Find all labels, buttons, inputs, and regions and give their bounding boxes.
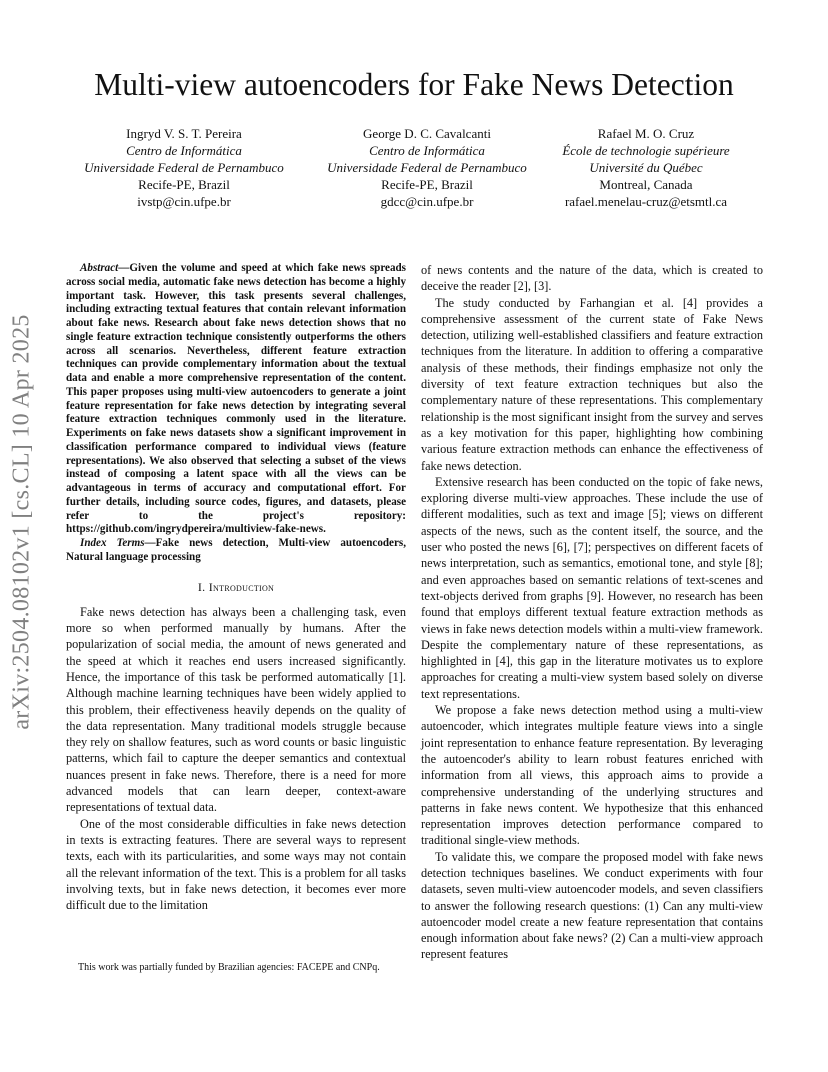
paragraph: Fake news detection has always been a challenging task, even more so when performed manually by humans. After the popularization of social media, the amount of news generated and the speed at which it reaches end users increased significantly. Hence, the importance of this task be performed automatically [1]. Although machine learning techniques have been widely applied to this problem, their effectiveness heavily depends on the quality of the data representation. Many traditional models struggle because they rely on shallow features, such as word counts or basic linguistic patterns, which fail to capture the deeper semantics and contextual nuances present in fake news. Therefore, there is a need for more advanced models that can learn deeper, context-aware representations of textual data.	[66, 604, 406, 815]
author-location: Recife-PE, Brazil	[138, 177, 230, 192]
author-department: École de technologie supérieure	[562, 143, 730, 158]
paragraph: We propose a fake news detection method using a multi-view autoencoder, which integrates multiple feature views into a single joint representation to enhance feature representation. By leveraging the autoencoder's ability to learn robust features enriched with information from all views, this approach aims to provide a comprehensive understanding of the underlying structures and patterns in fake news content. We hypothesize that this enhanced representation improves detection performance compared to traditional single-view methods.	[421, 703, 763, 848]
paragraph: Extensive research has been conducted on the topic of fake news, exploring diverse multi-view approaches. These include the use of different modalities, such as text and image [5]; views on different aspects of the news, such as the content itself, the source, and the user who posted the news [6], [7]; perspectives on different facets of news interpretation, such as semantics, emotional tone, and style [8]; and even approaches based on semantic relations of text-scenes and text-objects derived from graphs [9]. However, no research has been found that employs different textual feature extraction methods as views in fake news detection models within a multi-view framework. Despite the complementary nature of these representations, as highlighted in [4], this gap in the literature motivates us to explore approaches for creating a multi-view system based solely on diverse text representations.	[421, 474, 763, 701]
abstract-lead: Abstract	[80, 262, 119, 274]
right-column	[421, 262, 763, 963]
author-email: ivstp@cin.ufpe.br	[137, 194, 231, 209]
author-name: George D. C. Cavalcanti	[363, 126, 491, 141]
paragraph: To validate this, we compare the proposed model with fake news detection techniques baselines. We conduct experiments with four datasets, seven multi-view autoencoder models, and seven classifiers to answer the following research questions: (1) Can any multi-view autoencoder model create a new feature representation that contains enough information about fake news? (2) Can a multi-view approach represent features	[421, 849, 763, 962]
paragraph: One of the most considerable difficulties in fake news detection in texts is extracting features. There are several ways to represent texts, each with its particularities, and some ways may not contain all the relevant information of the text. This is a problem for all tasks involving texts, but in fake news detection, it becomes ever more difficult due to the limitation	[66, 816, 406, 913]
index-terms	[66, 537, 406, 565]
author-block-3	[526, 125, 766, 210]
author-institution: Université du Québec	[589, 160, 703, 175]
author-location: Recife-PE, Brazil	[381, 177, 473, 192]
arxiv-stamp-text: arXiv:2504.08102v1 [cs.CL] 10 Apr 2025	[8, 314, 35, 730]
index-terms-lead: Index Terms	[80, 537, 145, 549]
section-heading-introduction	[66, 579, 406, 595]
abstract	[66, 262, 406, 537]
left-column	[66, 262, 406, 913]
author-name: Ingryd V. S. T. Pereira	[126, 126, 242, 141]
author-block-1	[64, 125, 304, 210]
author-email: gdcc@cin.ufpe.br	[380, 194, 474, 209]
footnote-funding: This work was partially funded by Brazilian agencies: FACEPE and CNPq.	[78, 962, 380, 973]
paragraph: The study conducted by Farhangian et al. [4] provides a comprehensive assessment of the current state of Fake News detection, utilizing well-established classifiers and feature extraction techniques from the literature. In addition to offering a comparative analysis of these methods, their findings emphasize not only the diversity of text feature extraction techniques but also the complementary nature of these representations. This complementary relationship is the most significant insight from the survey and serves as a key motivation for this paper, highlighting how combining various feature extraction methods can enhance the effectiveness of fake news detection.	[421, 295, 763, 473]
author-institution: Universidade Federal de Pernambuco	[327, 160, 527, 175]
section-title: Introduction	[208, 579, 275, 594]
author-email: rafael.menelau-cruz@etsmtl.ca	[564, 194, 728, 209]
author-department: Centro de Informática	[126, 143, 242, 158]
author-name: Rafael M. O. Cruz	[597, 126, 695, 141]
author-location: Montreal, Canada	[599, 177, 693, 192]
index-terms-text: —Fake news detection, Multi-view autoencoders, Natural language processing	[66, 537, 406, 563]
paragraph-continuation: of news contents and the nature of the data, which is created to deceive the reader [2], [3].	[421, 263, 763, 294]
abstract-text: —Given the volume and speed at which fake news spreads across social media, automatic fake news detection has become a highly important task. However, this task presents several challenges, including extracting textual features that contain relevant information about fake news. Research about fake news detection shows that no single feature extraction technique consistently outperforms the others across all scenarios. Nevertheless, different feature extraction techniques can provide complementary information about the textual data and enable a more comprehensive representation of the content. This paper proposes using multi-view autoencoders to generate a joint feature representation for fake news detection by integrating several feature extraction techniques commonly used in the literature. Experiments on fake news datasets show a significant improvement in classification performance compared to individual views (feature representations). We also observed that selecting a subset of the views instead of composing a latent space with all the views can be advantageous in terms of accuracy and computational effort. For further details, including source codes, figures, and datasets, please refer to the project's repository: https://github.com/ingrydpereira/multiview-fake-news.	[66, 262, 406, 536]
author-institution: Universidade Federal de Pernambuco	[84, 160, 284, 175]
author-block-2	[307, 125, 547, 210]
paper-title: Multi-view autoencoders for Fake News Detection	[94, 67, 734, 102]
author-department: Centro de Informática	[369, 143, 485, 158]
section-number: I.	[197, 579, 206, 594]
